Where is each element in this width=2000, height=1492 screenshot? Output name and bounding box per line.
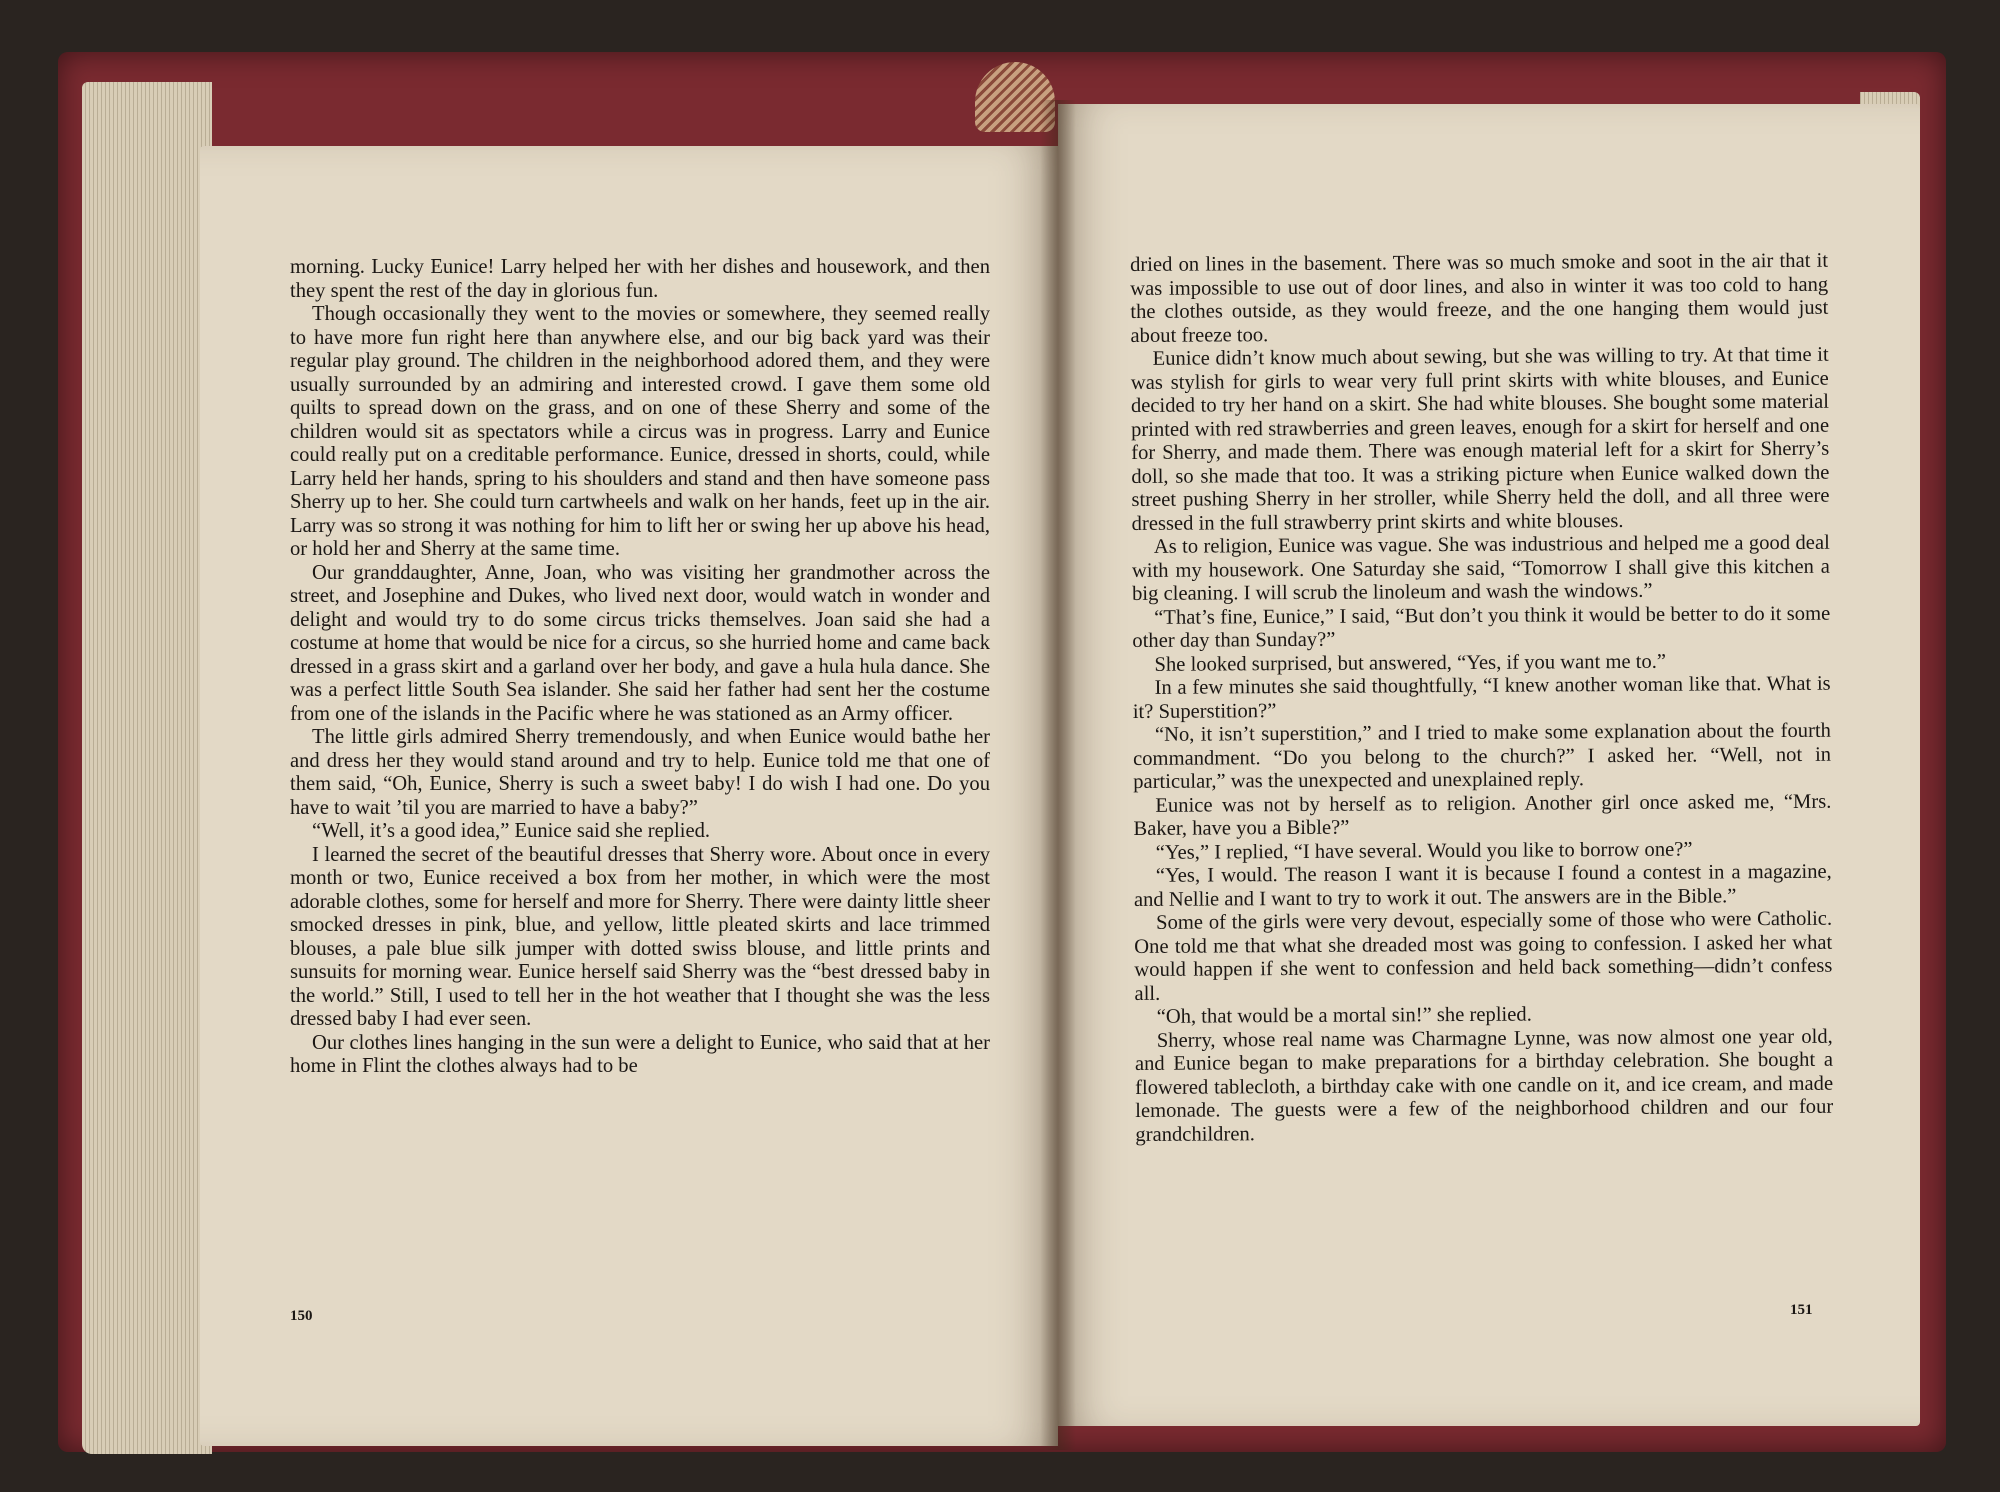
right-page-text: [1130, 250, 1833, 1147]
page-number: 150: [290, 1308, 313, 1324]
page-number: 151: [1790, 1302, 1813, 1318]
paragraph: “No, it isn’t superstition,” and I tried to make some explanation about the fourth commandment. “Do you belong to the church?” I asked her. “Well, not in particular,” was the unexpected and unexplained reply.: [1133, 719, 1832, 793]
left-page-text: [290, 256, 990, 1079]
paragraph: Though occasionally they went to the movies or somewhere, they seemed really to have more fun right here than anywhere else, and our big back yard was their regular play ground. The children in the neighborhood adored them, and they were usually surrounded by an admiring and interested crowd. I gave them some old quilts to spread down on the grass, and on one of these Sherry and some of the children would sit as spectators while a circus was in progress. Larry and Eunice could really put on a creditable performance. Eunice, dressed in shorts, could, while Larry held her hands, spring to his shoulders and stand and then have someone pass Sherry up to her. She could turn cartwheels and walk on her hands, feet up in the air. Larry was so strong it was nothing for him to lift her or swing her up above his head, or hold her and Sherry at the same time.: [290, 303, 990, 560]
paragraph: She looked surprised, but answered, “Yes, if you want me to.”: [1154, 650, 1667, 676]
paragraph: dried on lines in the basement. There was so much smoke and soot in the air that it was impossible to use out of door lines, and also in winter it was too cold to hang the clothes outside, as they would freeze, and the one hanging them would just about freeze too.: [1130, 249, 1829, 347]
paragraph: Our granddaughter, Anne, Joan, who was visiting her grandmother across the street, and Josephine and Dukes, who lived next door, would watch in wonder and delight and would try to do some circus tricks themselves. Joan said she had a costume at home that would be nice for a circus, so she hurried home and came back dressed in a grass skirt and a garland over her body, and gave a hula hula dance. She was a perfect little South Sea islander. She said her father had sent her the costume from one of the islands in the Pacific where he was stationed as an Army officer.: [290, 561, 990, 725]
spine-shadow: [1040, 100, 1076, 1450]
paragraph: Eunice was not by herself as to religion. Another girl once asked me, “Mrs. Baker, have you a Bible?”: [1133, 790, 1832, 840]
paragraph: Sherry, whose real name was Charmagne Lynne, was now almost one year old, and Eunice began to make preparations for a birthday celebration. She bought a flowered tablecloth, a birthday cake with one candle on it, and ice cream, and made lemonade. The guests were a few of the neighborhood children and our four grandchildren.: [1134, 1025, 1834, 1146]
paragraph: morning. Lucky Eunice! Larry helped her with her dishes and housework, and then they spent the rest of the day in glorious fun.: [290, 256, 990, 302]
paragraph: “Yes, I would. The reason I want it is because I found a contest in a magazine, and Nellie and I want to try to work it out. The answers are in the Bible.”: [1133, 860, 1832, 911]
paragraph: “Oh, that would be a mortal sin!” she replied.: [1156, 1003, 1532, 1028]
page-edges-left: [82, 82, 212, 1454]
paragraph: “That’s fine, Eunice,” I said, “But don’t you think it would be better to do it some other day than Sunday?”: [1132, 602, 1831, 652]
paragraph: Some of the girls were very devout, especially some of those who were Catholic. One told me that what she dreaded most was going to confession. I asked her what would happen if she went to confession and held back something—didn’t confess all.: [1134, 907, 1833, 1005]
left-page: [200, 146, 1058, 1446]
paragraph: “Yes,” I replied, “I have several. Would you like to borrow one?”: [1155, 838, 1693, 864]
paragraph: “Well, it’s a good idea,” Eunice said she replied.: [312, 820, 711, 842]
right-page: [1058, 104, 1920, 1426]
paragraph: As to religion, Eunice was vague. She was industrious and helped me a good deal with my housework. One Saturday she said, “Tomorrow I shall give this kitchen a big cleaning. I will scrub the linoleum and wash the windows.”: [1131, 531, 1830, 605]
paragraph: Our clothes lines hanging in the sun were a delight to Eunice, who said that at her home in Flint the clothes always had to be: [290, 1031, 990, 1077]
paragraph: I learned the secret of the beautiful dresses that Sherry wore. About once in every month or two, Eunice received a box from her mother, in which were the most adorable clothes, some for herself and more for Sherry. There were dainty little sheer smocked dresses in pink, blue, and yellow, little pleated skirts and lace trimmed blouses, a pale blue silk jumper with dotted swiss blouse, and little prints and sunsuits for morning wear. Eunice herself said Sherry was the “best dressed baby in the world.” Still, I used to tell her in the hot weather that I thought she was the less dressed baby I had ever seen.: [290, 843, 990, 1030]
paragraph: In a few minutes she said thoughtfully, “I knew another woman like that. What is it? Superstition?”: [1132, 672, 1831, 723]
paragraph: Eunice didn’t know much about sewing, but she was willing to try. At that time it was stylish for girls to wear very full print skirts with white blouses, and Eunice decided to try her hand on a skirt. She had white blouses. She bought some material printed with red strawberries and green leaves, enough for a skirt for herself and one for Sherry, and made them. There was enough material left for a skirt for Sherry’s doll, so she made that too. It was a striking picture when Eunice walked down the street pushing Sherry in her stroller, while Sherry held the doll, and all three were dressed in the full strawberry print skirts and white blouses.: [1130, 343, 1830, 535]
paragraph: The little girls admired Sherry tremendously, and when Eunice would bathe her and dress her they would stand around and try to help. Eunice told me that one of them said, “Oh, Eunice, Sherry is such a sweet baby! I do wish I had one. Do you have to wait ’til you are married to have a baby?”: [290, 726, 990, 819]
